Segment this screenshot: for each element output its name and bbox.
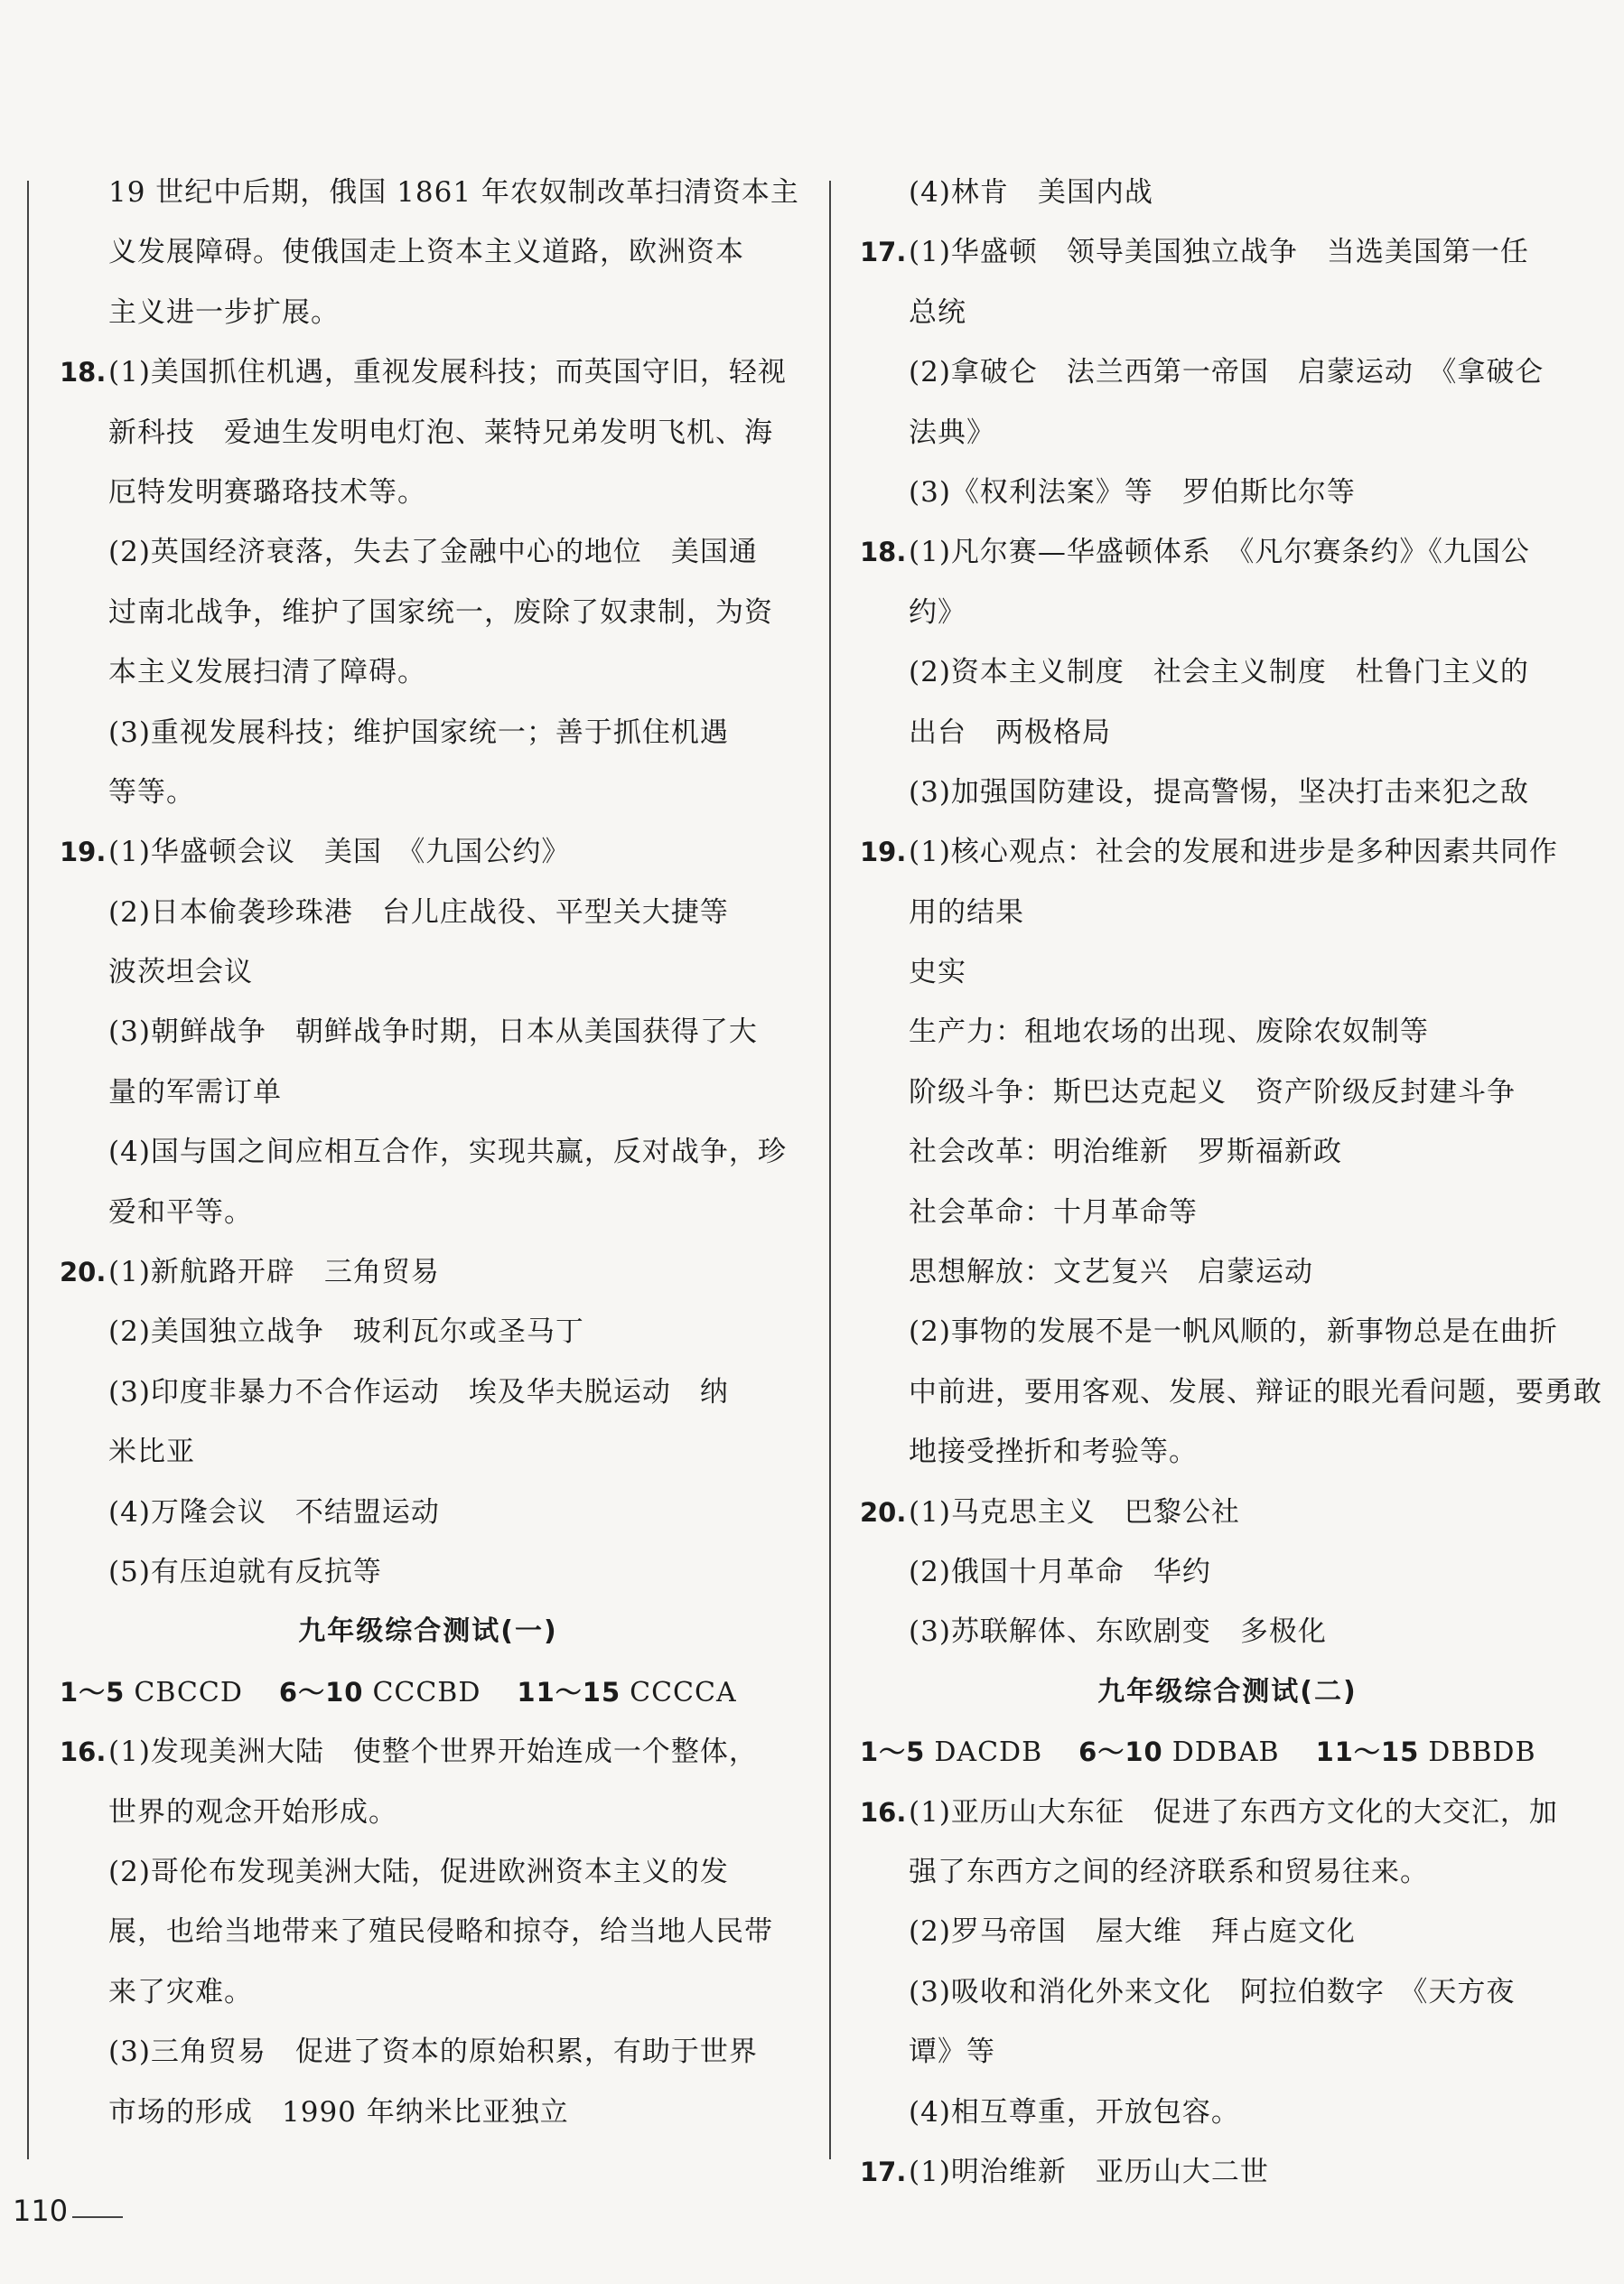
answer-text: (1)华盛顿会议 美国 《九国公约》 xyxy=(108,836,571,869)
question-number: 20. xyxy=(60,1257,107,1288)
answer-line: (5)有压迫就有反抗等 xyxy=(108,1555,382,1588)
answer-line: 总统 xyxy=(909,295,966,329)
answer-line: 主义进一步扩展。 xyxy=(108,295,340,329)
question-number: 16. xyxy=(60,1736,107,1768)
question-line xyxy=(860,522,1595,582)
answer-line: 阶级斗争：斯巴达克起义 资产阶级反封建斗争 xyxy=(909,1075,1516,1109)
answer-line: (2)拿破仑 法兰西第一帝国 启蒙运动 《拿破仑 xyxy=(909,356,1545,389)
answer-key-row xyxy=(60,1662,797,1722)
page-number-rule xyxy=(72,2216,123,2218)
question-number: 16. xyxy=(860,1796,907,1828)
answer-line: 强了东西方之间的经济联系和贸易往来。 xyxy=(909,1855,1429,1888)
answer-text: (1)凡尔赛—华盛顿体系 《凡尔赛条约》《九国公 xyxy=(909,536,1530,569)
section-title: 九年级综合测试(二) xyxy=(1097,1675,1358,1708)
left-column xyxy=(60,163,797,2142)
answer-line: 史实 xyxy=(909,956,966,989)
answer-line: 过南北战争，维护了国家统一，废除了奴隶制，为资 xyxy=(108,595,773,629)
answer-range: 1～5 xyxy=(60,1676,126,1708)
answer-text: (1)美国抓住机遇，重视发展科技；而英国守旧，轻视 xyxy=(108,356,787,389)
answer-letters: DDBAB xyxy=(1171,1736,1280,1769)
answer-line: (3)重视发展科技；维护国家统一；善于抓住机遇 xyxy=(108,716,729,749)
answer-text: (1)新航路开辟 三角贸易 xyxy=(108,1256,440,1289)
question-line xyxy=(60,822,797,882)
answer-line: 中前进，要用客观、发展、辩证的眼光看问题，要勇敢 xyxy=(909,1375,1602,1409)
answer-range: 6～10 xyxy=(278,1676,364,1708)
answer-line: (2)资本主义制度 社会主义制度 杜鲁门主义的 xyxy=(909,656,1529,689)
answer-line: (3)朝鲜战争 朝鲜战争时期，日本从美国获得了大 xyxy=(108,1016,758,1049)
answer-key-row xyxy=(860,1722,1595,1782)
answer-line: (3)印度非暴力不合作运动 埃及华夫脱运动 纳 xyxy=(108,1375,729,1409)
answer-line: 厄特发明赛璐珞技术等。 xyxy=(108,475,426,509)
answer-line: (4)万隆会议 不结盟运动 xyxy=(108,1495,440,1529)
answer-line: 市场的形成 1990 年纳米比亚独立 xyxy=(108,2095,569,2129)
section-title: 九年级综合测试(一) xyxy=(298,1615,558,1648)
answer-text: (1)亚历山大东征 促进了东西方文化的大交汇，加 xyxy=(909,1795,1558,1829)
question-line xyxy=(60,1242,797,1302)
answer-text: (1)核心观点：社会的发展和进步是多种因素共同作 xyxy=(909,836,1558,869)
answer-line: (4)林肯 美国内战 xyxy=(909,176,1153,209)
question-line xyxy=(860,222,1595,282)
answer-line: 米比亚 xyxy=(108,1436,195,1469)
answer-line: 社会改革：明治维新 罗斯福新政 xyxy=(909,1136,1342,1169)
answer-line: (3)加强国防建设，提高警惕，坚决打击来犯之敌 xyxy=(909,775,1529,809)
answer-line: 19 世纪中后期，俄国 1861 年农奴制改革扫清资本主 xyxy=(108,176,799,209)
column-rule-left xyxy=(27,181,29,2159)
answer-line: 法典》 xyxy=(909,416,995,449)
answer-range: 11～15 xyxy=(517,1676,621,1708)
answer-line: 出台 两极格局 xyxy=(909,716,1111,749)
answer-text: (1)明治维新 亚历山大二世 xyxy=(909,2155,1269,2188)
answer-range: 6～10 xyxy=(1078,1736,1163,1768)
answer-letters: DACDB xyxy=(934,1736,1043,1769)
question-number: 19. xyxy=(60,837,107,868)
answer-text: (1)发现美洲大陆 使整个世界开始连成一个整体， xyxy=(108,1736,758,1769)
answer-line: (3)三角贸易 促进了资本的原始积累，有助于世界 xyxy=(108,2036,758,2069)
answer-text: (1)马克思主义 巴黎公社 xyxy=(909,1495,1240,1529)
answer-line: (2)英国经济衰落，失去了金融中心的地位 美国通 xyxy=(108,536,758,569)
answer-line: (4)相互尊重，开放包容。 xyxy=(909,2095,1240,2129)
right-column xyxy=(860,163,1602,2202)
answer-line: (3)《权利法案》等 罗伯斯比尔等 xyxy=(909,475,1356,509)
answer-range: 11～15 xyxy=(1315,1736,1420,1768)
question-number: 20. xyxy=(860,1496,907,1528)
page-number: 110 xyxy=(13,2194,69,2228)
answer-line: (4)国与国之间应相互合作，实现共赢，反对战争，珍 xyxy=(108,1136,787,1169)
answer-line: 波茨坦会议 xyxy=(108,956,253,989)
answer-line: 约》 xyxy=(909,595,966,629)
answer-letters: DBBDB xyxy=(1428,1736,1536,1769)
answer-line: 爱和平等。 xyxy=(108,1195,253,1229)
question-line xyxy=(60,1722,797,1782)
question-line xyxy=(860,822,1595,882)
column-rule-middle xyxy=(829,181,831,2159)
answer-line: (2)哥伦布发现美洲大陆，促进欧洲资本主义的发 xyxy=(108,1855,729,1888)
answer-line: 谭》等 xyxy=(909,2036,995,2069)
question-number: 17. xyxy=(860,237,907,268)
answer-line: 生产力：租地农场的出现、废除农奴制等 xyxy=(909,1016,1429,1049)
answer-line: (3)苏联解体、东欧剧变 多极化 xyxy=(909,1615,1327,1649)
question-number: 19. xyxy=(860,837,907,868)
answer-letters: CCCBD xyxy=(372,1676,481,1708)
answer-line: 本主义发展扫清了障碍。 xyxy=(108,656,426,689)
answer-line: 量的军需订单 xyxy=(108,1075,282,1109)
answer-line: (3)吸收和消化外来文化 阿拉伯数字 《天方夜 xyxy=(909,1975,1516,2008)
question-number: 18. xyxy=(60,357,107,388)
question-number: 18. xyxy=(860,537,907,568)
answer-line: 新科技 爱迪生发明电灯泡、莱特兄弟发明飞机、海 xyxy=(108,416,773,449)
question-line xyxy=(860,2142,1595,2202)
answer-line: 展，也给当地带来了殖民侵略和掠夺，给当地人民带 xyxy=(108,1915,773,1949)
question-number: 17. xyxy=(860,2156,907,2187)
answer-line: (2)俄国十月革命 华约 xyxy=(909,1555,1211,1588)
answer-line: 用的结果 xyxy=(909,895,1024,929)
question-line xyxy=(60,342,797,402)
answer-line: 思想解放：文艺复兴 启蒙运动 xyxy=(909,1256,1313,1289)
question-line xyxy=(860,1783,1595,1842)
answer-letters: CCCCA xyxy=(630,1676,737,1708)
question-line xyxy=(860,1483,1595,1542)
answer-line: 社会革命：十月革命等 xyxy=(909,1195,1198,1229)
answer-line: 地接受挫折和考验等。 xyxy=(909,1436,1198,1469)
answer-letters: CBCCD xyxy=(134,1676,243,1708)
answer-line: 世界的观念开始形成。 xyxy=(108,1795,397,1829)
answer-line: 来了灾难。 xyxy=(108,1975,253,2008)
answer-line: (2)美国独立战争 玻利瓦尔或圣马丁 xyxy=(108,1315,584,1349)
answer-line: (2)事物的发展不是一帆风顺的，新事物总是在曲折 xyxy=(909,1315,1558,1349)
answer-line: (2)日本偷袭珍珠港 台儿庄战役、平型关大捷等 xyxy=(108,895,729,929)
answer-line: 义发展障碍。使俄国走上资本主义道路，欧洲资本 xyxy=(108,236,744,269)
answer-range: 1～5 xyxy=(860,1736,926,1768)
answer-line: (2)罗马帝国 屋大维 拜占庭文化 xyxy=(909,1915,1356,1949)
answer-line: 等等。 xyxy=(108,775,195,809)
answer-text: (1)华盛顿 领导美国独立战争 当选美国第一任 xyxy=(909,236,1529,269)
